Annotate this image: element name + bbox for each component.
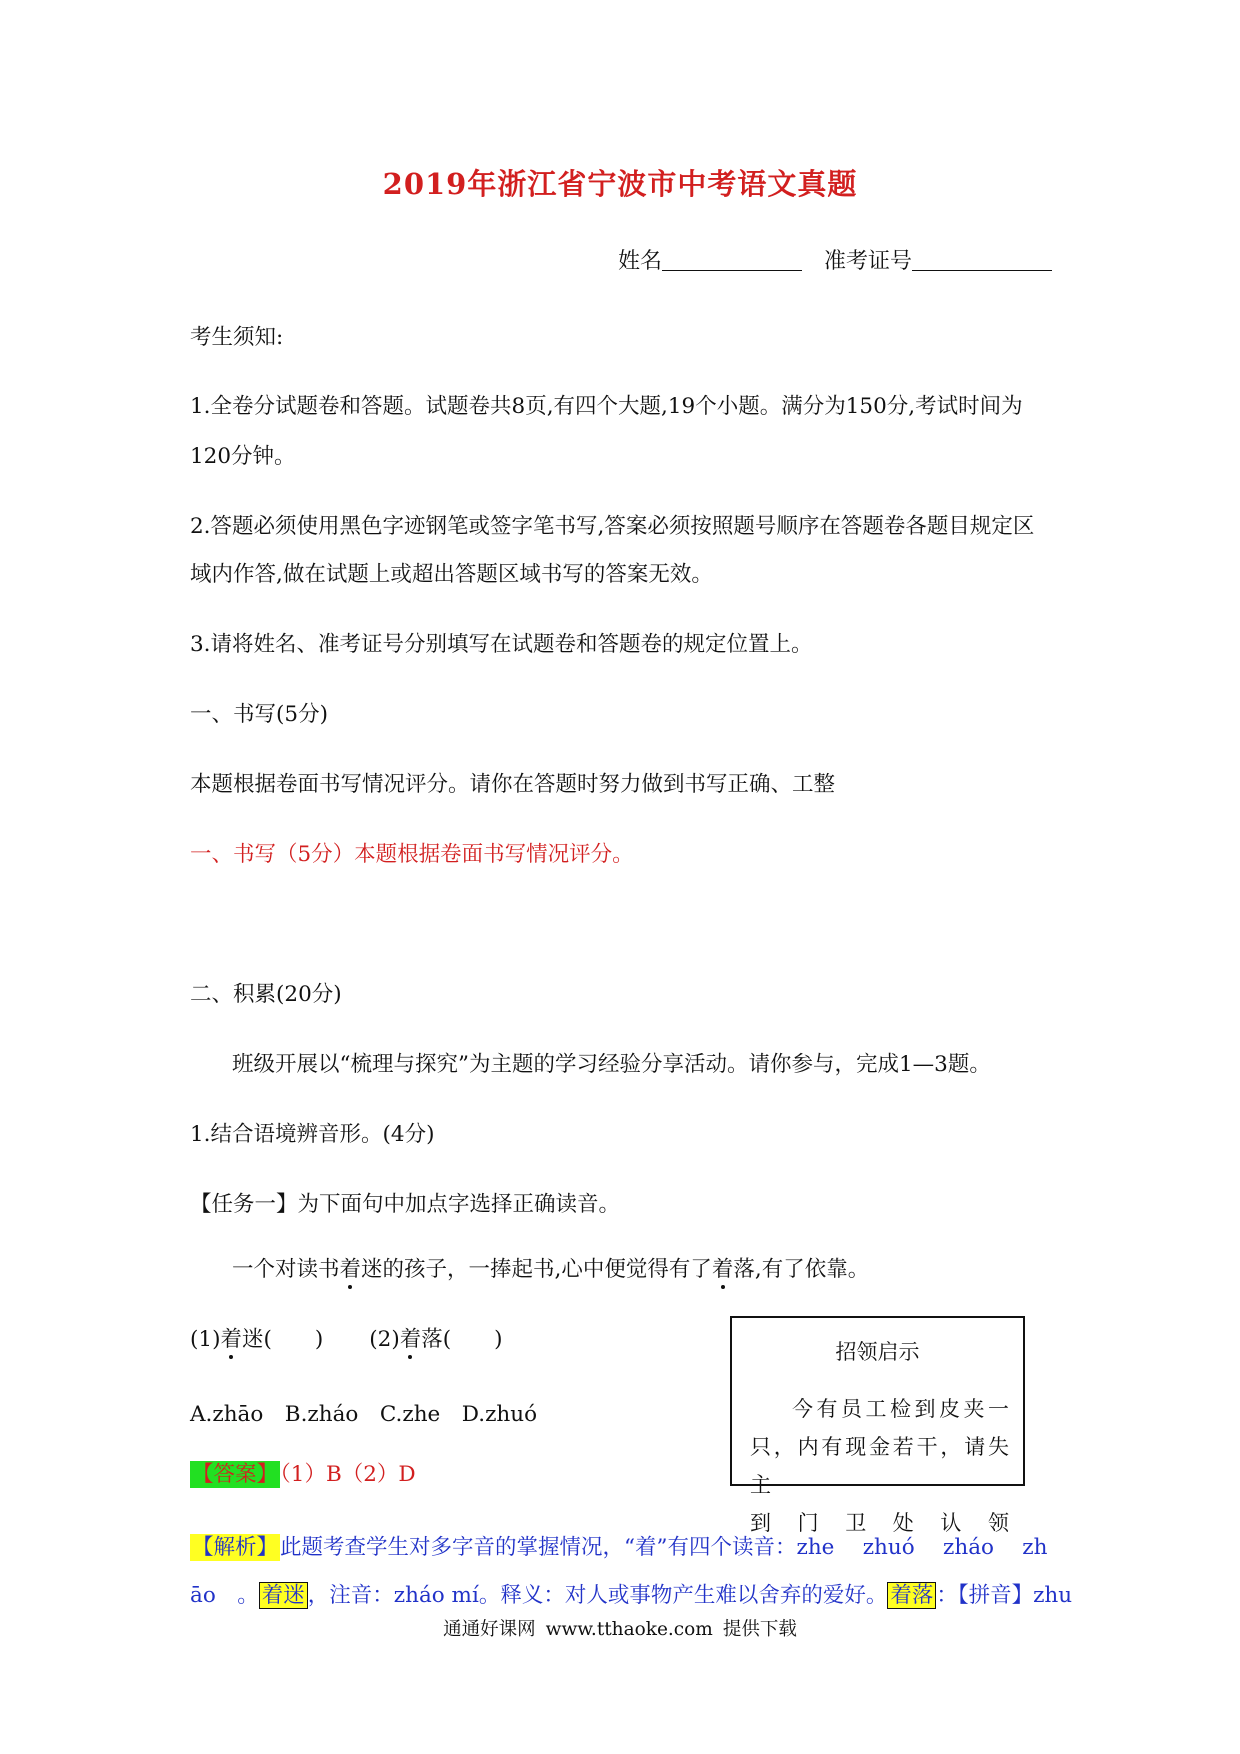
sentence-part: 一个对读书 [232, 1257, 340, 1282]
highlighted-word: 着迷 [259, 1582, 308, 1609]
item-blank: 落( ) [421, 1327, 503, 1352]
question-1-items [190, 1322, 503, 1353]
candidate-info-line [618, 244, 1052, 275]
section-2-heading: 二、积累(20分) [190, 982, 342, 1007]
answer-line [190, 1457, 416, 1488]
footer-suffix: 提供下载 [722, 1619, 797, 1640]
section-1-text: 本题根据卷面书写情况评分。请你在答题时努力做到书写正确、工整 [190, 772, 836, 797]
dotted-character: 着 [220, 1322, 242, 1353]
analysis-text: āo 。 [190, 1583, 259, 1608]
rule-1-line-2: 120分钟。 [190, 444, 296, 469]
notice-title: 招领启示 [835, 1340, 920, 1364]
notice-body [750, 1390, 1010, 1542]
analysis-text: ，注音：zháo mí。释义：对人或事物产生难以舍弃的爱好。 [307, 1583, 888, 1608]
notice-line: 到门卫处认领 [750, 1511, 1010, 1535]
lost-and-found-notice [730, 1316, 1025, 1535]
exam-id-label: 准考证号 [824, 249, 913, 274]
analysis-text: 此题考查学生对多字音的掌握情况，“着”有四个读音：zhe zhuó zháo zh [280, 1535, 1048, 1560]
item-blank: 迷( ) [241, 1327, 324, 1352]
exam-id-blank[interactable] [912, 248, 1052, 271]
answer-tag: 【答案】 [192, 1462, 279, 1487]
task-1: 【任务一】为下面句中加点字选择正确读音。 [190, 1192, 621, 1217]
sentence-part: 落,有了依靠。 [733, 1257, 870, 1282]
notice-line: 只，内有现金若干，请失主 [750, 1435, 1010, 1497]
dotted-character: 着 [712, 1252, 734, 1283]
name-blank[interactable] [662, 248, 802, 271]
highlighted-word: 着落 [887, 1582, 936, 1609]
rule-1-line-1: 1.全卷分试题卷和答题。试题卷共8页,有四个大题,19个小题。满分为150分,考试时间为 [190, 394, 1023, 419]
question-1-heading: 1.结合语境辨音形。(4分) [190, 1122, 435, 1147]
example-sentence [232, 1252, 869, 1283]
analysis-tag: 【解析】 [192, 1535, 279, 1560]
answer-options: A.zhāo B.zháo C.zhe D.zhuó [190, 1402, 538, 1427]
sentence-part: 迷的孩子，一捧起书,心中便觉得有了 [361, 1257, 712, 1282]
item-number: (2) [369, 1327, 400, 1352]
dotted-character: 着 [340, 1252, 362, 1283]
footer-site-name: 通通好课网 [443, 1619, 536, 1640]
rule-2-line-2: 域内作答,做在试题上或超出答题区域书写的答案无效。 [190, 562, 713, 587]
page-footer [0, 1615, 1240, 1641]
rule-2-line-1: 2.答题必须使用黑色字迹钢笔或签字笔书写,答案必须按照题号顺序在答题卷各题目规定区 [190, 514, 1035, 539]
analysis-line-2 [190, 1578, 1072, 1609]
notice-heading: 考生须知: [190, 325, 284, 350]
dotted-character: 着 [400, 1322, 422, 1353]
analysis-line-1 [190, 1530, 1047, 1561]
footer-url[interactable]: www.tthaoke.com [545, 1619, 713, 1640]
answer-text: （1）B（2）D [280, 1462, 416, 1487]
rule-3: 3.请将姓名、准考证号分别填写在试题卷和答题卷的规定位置上。 [190, 632, 813, 657]
page-title: 2019年浙江省宁波市中考语文真题 [382, 167, 858, 201]
analysis-text: ：【拼音】zhu [936, 1583, 1073, 1608]
section-1-heading: 一、书写(5分) [190, 702, 328, 727]
section-2-intro: 班级开展以“梳理与探究”为主题的学习经验分享活动。请你参与，完成1—3题。 [232, 1052, 991, 1077]
name-label: 姓名 [618, 249, 663, 274]
notice-line: 今有员工检到皮夹一 [792, 1397, 1010, 1421]
item-number: (1) [190, 1327, 221, 1352]
section-1-answer: 一、书写（5分）本题根据卷面书写情况评分。 [190, 842, 634, 867]
